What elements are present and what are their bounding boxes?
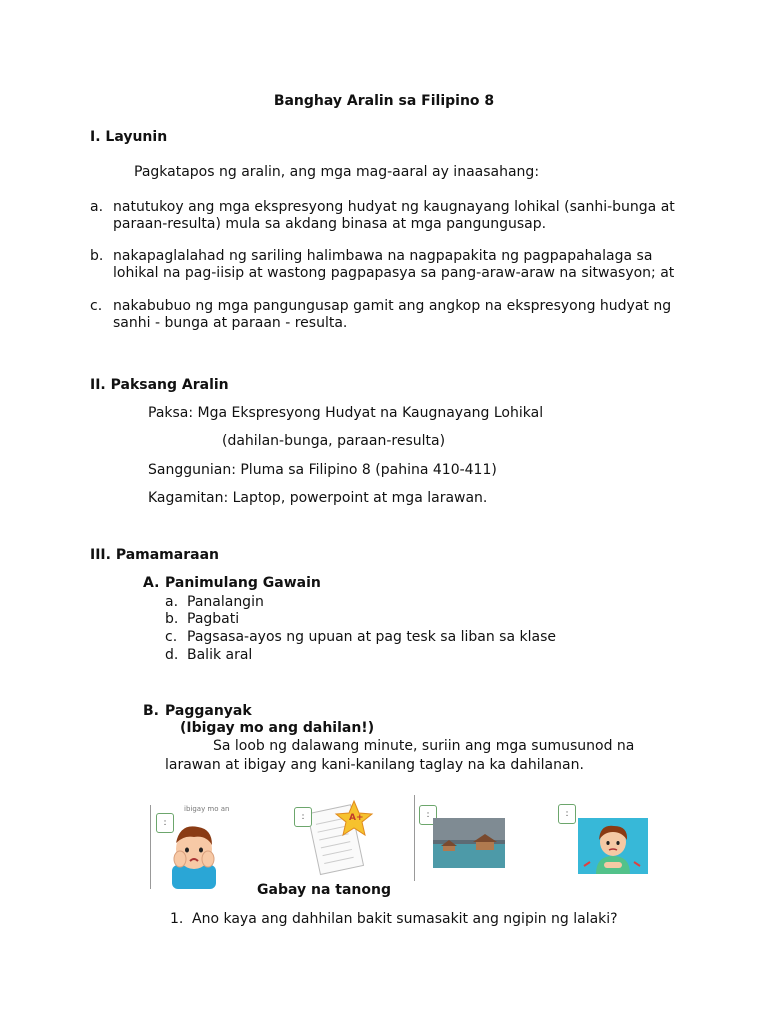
- list-item-line: nakapaglalahad ng sariling halimbawa na nagpapakita ng pagpapahalaga sa: [113, 248, 653, 264]
- sanggunian-text: Sanggunian: Pluma sa Filipino 8 (pahina 410-411): [148, 462, 497, 478]
- subsection-heading-panimulang-gawain: Panimulang Gawain: [165, 575, 321, 591]
- list-marker: 1.: [170, 911, 184, 927]
- list-item-text: Panalangin: [187, 594, 264, 610]
- subsection-marker-a: A.: [143, 575, 160, 591]
- boy-icon: [150, 805, 250, 889]
- section-heading-paksang-aralin: II. Paksang Aralin: [90, 377, 229, 393]
- paksa-subtext: (dahilan-bunga, paraan-resulta): [222, 433, 446, 449]
- list-marker: c.: [165, 629, 178, 645]
- pagganyak-subheading: (Ibigay mo ang dahilan!): [180, 720, 375, 736]
- stomachache-girl-image: [556, 800, 650, 878]
- list-marker: b.: [165, 611, 179, 627]
- image-caption: ibigay mo an: [184, 805, 230, 813]
- list-marker: b.: [90, 248, 104, 264]
- layunin-item-c: [90, 298, 690, 332]
- list-item-line: natutukoy ang mga ekspresyong hudyat ng kaugnayang lohikal (sanhi-bunga at: [113, 199, 675, 215]
- flood-icon: [433, 818, 505, 868]
- page-title: Banghay Aralin sa Filipino 8: [273, 93, 495, 109]
- subsection-heading-pagganyak: Pagganyak: [165, 703, 252, 719]
- layunin-item-a: [90, 199, 690, 233]
- list-item-text: Pagbati: [187, 611, 240, 627]
- paksa-text: Paksa: Mga Ekspresyong Hudyat na Kaugnayang Lohikal: [148, 405, 544, 421]
- layunin-item-b: [90, 248, 690, 282]
- label-box: :: [156, 813, 174, 833]
- toothache-boy-image: [150, 805, 250, 889]
- list-item-line: lohikal na pag-iisip at wastong pagpapasya sa pang-araw-araw na sitwasyon; at: [113, 265, 675, 281]
- list-item-line: sanhi - bunga at paraan - resulta.: [113, 315, 348, 331]
- girl-icon: [578, 818, 648, 874]
- list-item-line: nakabubuo ng mga pangungusap gamit ang angkop na ekspresyong hudyat ng: [113, 298, 672, 314]
- list-marker: c.: [90, 298, 103, 314]
- pagganyak-text: Sa loob ng dalawang minute, suriin ang mga sumusunod na: [213, 738, 635, 754]
- pagganyak-text: larawan at ibigay ang kani-kanilang taglay na ka dahilanan.: [165, 757, 584, 773]
- label-box: :: [558, 804, 576, 824]
- subsection-marker-b: B.: [143, 703, 159, 719]
- flood-image: [414, 795, 514, 881]
- list-marker: a.: [90, 199, 104, 215]
- layunin-intro: Pagkatapos ng aralin, ang mga mag-aaral ay inaasahang:: [134, 164, 540, 180]
- list-item-line: paraan-resulta) mula sa akdang binasa at mga pangungusap.: [113, 216, 547, 232]
- list-marker: a.: [165, 594, 179, 610]
- exam-paper-image: [288, 797, 380, 877]
- star-text: A+: [349, 813, 364, 823]
- label-box: :: [419, 805, 437, 825]
- section-heading-layunin: I. Layunin: [90, 129, 168, 145]
- gabay-heading: Gabay na tanong: [257, 882, 391, 898]
- question-text: Ano kaya ang dahhilan bakit sumasakit ang ngipin ng lalaki?: [192, 911, 618, 927]
- kagamitan-text: Kagamitan: Laptop, powerpoint at mga larawan.: [148, 490, 488, 506]
- label-box: :: [294, 807, 312, 827]
- section-heading-pamamaraan: III. Pamamaraan: [90, 547, 219, 563]
- list-item-text: Pagsasa-ayos ng upuan at pag tesk sa liban sa klase: [187, 629, 556, 645]
- list-marker: d.: [165, 647, 179, 663]
- list-item-text: Balik aral: [187, 647, 253, 663]
